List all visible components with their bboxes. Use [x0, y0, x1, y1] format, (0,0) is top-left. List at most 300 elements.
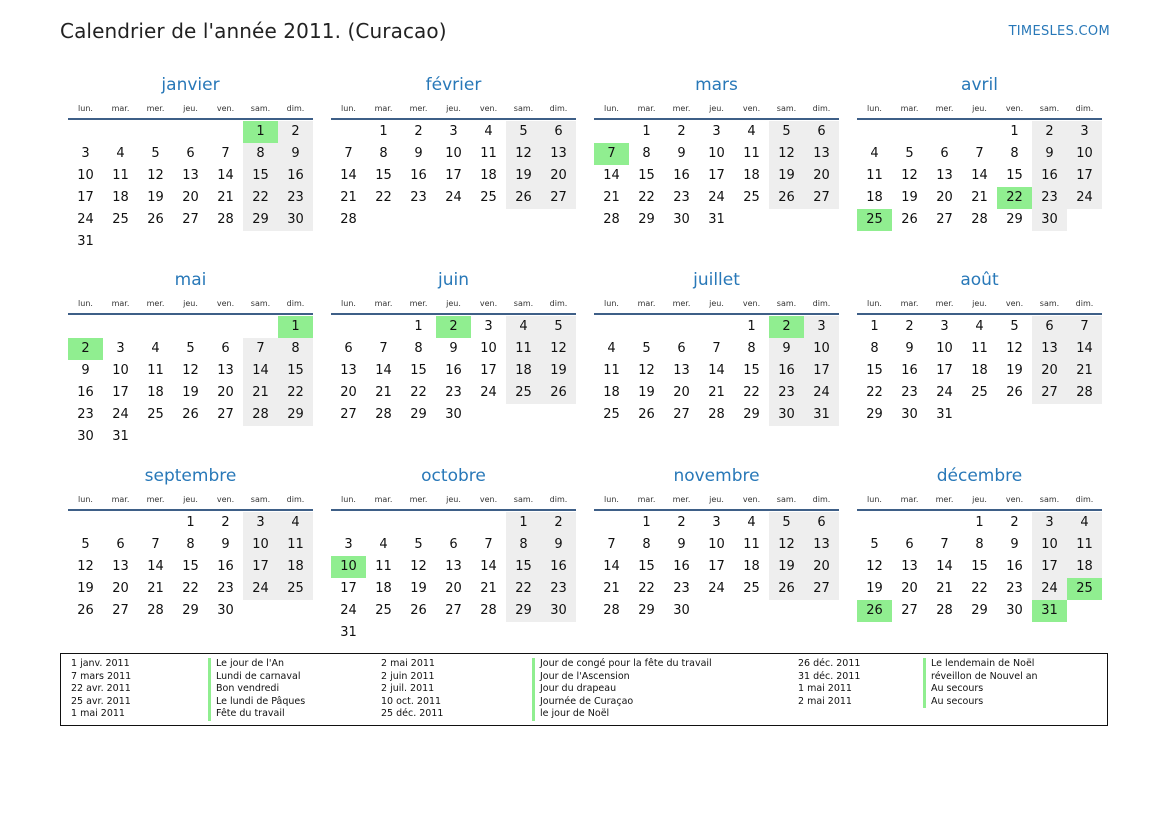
day-cell: 16 — [1006, 559, 1023, 574]
day-cell: 29 — [638, 603, 655, 618]
day-cell: 26 — [638, 407, 655, 422]
day-cell: 17 — [112, 385, 129, 400]
holiday-name: Jour du drapeau — [532, 683, 712, 696]
day-cell: 11 — [603, 363, 620, 378]
holiday-date: 22 avr. 2011 — [71, 683, 131, 695]
holiday-date: 26 déc. 2011 — [798, 658, 861, 669]
holiday-day-cell: 2 — [769, 316, 804, 338]
day-cell: 23 — [445, 385, 462, 400]
day-cell: 7 — [940, 537, 949, 552]
empty-cell — [629, 316, 664, 338]
weekday-label: mer. — [935, 104, 954, 113]
day-cell: 14 — [708, 363, 725, 378]
day-cell: 16 — [278, 165, 313, 187]
day-cell: 30 — [278, 209, 313, 231]
day-cell: 29 — [1006, 212, 1023, 227]
weekday-header — [68, 100, 313, 120]
day-cell: 24 — [708, 190, 725, 205]
days-grid — [857, 316, 1102, 426]
weekday-label: sam. — [1039, 495, 1060, 504]
day-cell: 17 — [1032, 556, 1067, 578]
day-cell: 11 — [112, 168, 129, 183]
day-cell: 23 — [77, 407, 94, 422]
brand-link[interactable]: TIMESLES.COM — [1008, 24, 1110, 39]
day-cell: 22 — [506, 578, 541, 600]
day-cell: 27 — [804, 578, 839, 600]
day-cell: 6 — [344, 341, 353, 356]
weekday-label: jeu. — [972, 104, 987, 113]
day-cell: 11 — [743, 537, 760, 552]
day-cell: 31 — [936, 407, 953, 422]
day-cell: 11 — [971, 341, 988, 356]
weekday-label: mar. — [374, 495, 393, 504]
day-cell: 20 — [445, 581, 462, 596]
day-cell: 18 — [375, 581, 392, 596]
day-cell: 8 — [975, 537, 984, 552]
day-cell: 1 — [1010, 124, 1019, 139]
month-title: avril — [961, 75, 998, 95]
holiday-day-cell: 2 — [436, 316, 471, 338]
weekday-label: dim. — [812, 495, 831, 504]
day-cell: 3 — [116, 341, 125, 356]
day-cell: 10 — [804, 338, 839, 360]
day-cell: 29 — [638, 212, 655, 227]
day-cell: 8 — [379, 146, 388, 161]
day-cell: 7 — [221, 146, 230, 161]
day-cell: 31 — [77, 234, 94, 249]
holiday-date: 31 déc. 2011 — [798, 670, 861, 682]
day-cell: 10 — [708, 537, 725, 552]
day-cell: 12 — [1006, 341, 1023, 356]
day-cell: 5 — [870, 537, 879, 552]
weekday-label: lun. — [78, 495, 93, 504]
empty-cell — [857, 121, 892, 143]
weekday-header — [331, 100, 576, 120]
month-title: mai — [174, 270, 207, 290]
day-cell: 14 — [603, 559, 620, 574]
weekday-label: dim. — [286, 104, 305, 113]
weekday-label: mer. — [672, 495, 691, 504]
day-cell: 30 — [901, 407, 918, 422]
day-cell: 18 — [1067, 556, 1102, 578]
day-cell: 17 — [804, 360, 839, 382]
holiday-name: Le jour de l'An — [208, 658, 305, 671]
weekday-label: ven. — [216, 299, 235, 308]
day-cell: 4 — [747, 124, 756, 139]
day-cell: 18 — [112, 190, 129, 205]
weekday-label: mer. — [146, 104, 165, 113]
day-cell: 8 — [414, 341, 423, 356]
day-cell: 20 — [804, 165, 839, 187]
month-block — [857, 461, 1102, 655]
day-cell: 30 — [1032, 209, 1067, 231]
day-cell: 18 — [147, 385, 164, 400]
weekday-header — [594, 100, 839, 120]
holiday-names-column — [208, 658, 305, 721]
day-cell: 27 — [901, 603, 918, 618]
day-cell: 24 — [804, 382, 839, 404]
day-cell: 11 — [1067, 534, 1102, 556]
day-cell: 27 — [673, 407, 690, 422]
weekday-label: lun. — [867, 104, 882, 113]
day-cell: 1 — [870, 319, 879, 334]
day-cell: 19 — [769, 165, 804, 187]
weekday-label: jeu. — [183, 495, 198, 504]
day-cell: 7 — [344, 146, 353, 161]
day-cell: 21 — [217, 190, 234, 205]
empty-cell — [138, 121, 173, 143]
weekday-label: mar. — [111, 299, 130, 308]
day-cell: 12 — [410, 559, 427, 574]
day-cell: 11 — [866, 168, 883, 183]
day-cell: 13 — [673, 363, 690, 378]
month-block — [68, 265, 313, 461]
empty-cell — [699, 316, 734, 338]
day-cell: 15 — [375, 168, 392, 183]
weekday-header — [594, 295, 839, 315]
days-grid — [331, 316, 576, 426]
day-cell: 19 — [866, 581, 883, 596]
weekday-label: jeu. — [709, 104, 724, 113]
month-block — [594, 265, 839, 461]
month-title: août — [960, 270, 999, 290]
weekday-label: dim. — [1075, 104, 1094, 113]
day-cell: 19 — [147, 190, 164, 205]
day-cell: 28 — [375, 407, 392, 422]
day-cell: 2 — [221, 515, 230, 530]
empty-cell — [366, 512, 401, 534]
weekday-header — [68, 491, 313, 511]
day-cell: 2 — [1032, 121, 1067, 143]
day-cell: 15 — [743, 363, 760, 378]
holiday-name: Au secours — [923, 696, 1038, 709]
holiday-name: Fête du travail — [208, 708, 305, 721]
day-cell: 18 — [866, 190, 883, 205]
day-cell: 14 — [243, 360, 278, 382]
day-cell: 9 — [1010, 537, 1019, 552]
day-cell: 27 — [340, 407, 357, 422]
empty-cell — [68, 512, 103, 534]
holiday-name: Jour de congé pour la fête du travail — [532, 658, 712, 671]
day-cell: 17 — [708, 559, 725, 574]
day-cell: 11 — [147, 363, 164, 378]
day-cell: 13 — [112, 559, 129, 574]
day-cell: 15 — [182, 559, 199, 574]
month-block — [68, 70, 313, 265]
day-cell: 1 — [642, 515, 651, 530]
weekday-label: dim. — [812, 104, 831, 113]
day-cell: 29 — [971, 603, 988, 618]
day-cell: 14 — [340, 168, 357, 183]
month-block — [594, 70, 839, 265]
weekday-label: dim. — [286, 495, 305, 504]
day-cell: 5 — [414, 537, 423, 552]
day-cell: 19 — [410, 581, 427, 596]
day-cell: 17 — [340, 581, 357, 596]
empty-cell — [962, 121, 997, 143]
day-cell: 3 — [484, 319, 493, 334]
day-cell: 15 — [243, 165, 278, 187]
holiday-name: Lundi de carnaval — [208, 671, 305, 684]
day-cell: 15 — [278, 360, 313, 382]
weekday-label: ven. — [1005, 104, 1024, 113]
empty-cell — [436, 512, 471, 534]
day-cell: 27 — [541, 187, 576, 209]
day-cell: 27 — [217, 407, 234, 422]
day-cell: 21 — [480, 581, 497, 596]
empty-cell — [138, 316, 173, 338]
day-cell: 31 — [340, 625, 357, 640]
day-cell: 16 — [901, 363, 918, 378]
weekday-label: jeu. — [183, 104, 198, 113]
day-cell: 10 — [708, 146, 725, 161]
day-cell: 18 — [971, 363, 988, 378]
weekday-label: ven. — [479, 299, 498, 308]
day-cell: 10 — [243, 534, 278, 556]
day-cell: 27 — [112, 603, 129, 618]
day-cell: 25 — [112, 212, 129, 227]
day-cell: 15 — [410, 363, 427, 378]
day-cell: 17 — [936, 363, 953, 378]
month-block — [331, 70, 576, 265]
day-cell: 19 — [506, 165, 541, 187]
day-cell: 10 — [1032, 534, 1067, 556]
month-title: janvier — [161, 75, 220, 95]
day-cell: 18 — [603, 385, 620, 400]
weekday-label: lun. — [867, 299, 882, 308]
month-block — [331, 461, 576, 655]
day-cell: 18 — [743, 168, 760, 183]
day-cell: 19 — [638, 385, 655, 400]
day-cell: 1 — [379, 124, 388, 139]
weekday-label: mar. — [637, 104, 656, 113]
weekday-header — [331, 295, 576, 315]
empty-cell — [208, 121, 243, 143]
empty-cell — [857, 512, 892, 534]
day-cell: 19 — [901, 190, 918, 205]
empty-cell — [664, 316, 699, 338]
day-cell: 20 — [541, 165, 576, 187]
weekday-label: dim. — [1075, 299, 1094, 308]
day-cell: 19 — [541, 360, 576, 382]
day-cell: 14 — [971, 168, 988, 183]
holiday-date: 2 juin 2011 — [381, 670, 435, 682]
empty-cell — [594, 512, 629, 534]
day-cell: 22 — [243, 187, 278, 209]
holiday-day-cell: 2 — [68, 338, 103, 360]
holiday-dates-column — [798, 658, 860, 708]
weekday-label: lun. — [341, 495, 356, 504]
days-grid — [68, 512, 313, 622]
day-cell: 22 — [638, 581, 655, 596]
day-cell: 12 — [147, 168, 164, 183]
holiday-day-cell: 26 — [857, 600, 892, 622]
day-cell: 18 — [506, 360, 541, 382]
day-cell: 7 — [975, 146, 984, 161]
day-cell: 30 — [77, 429, 94, 444]
day-cell: 3 — [1032, 512, 1067, 534]
day-cell: 26 — [77, 603, 94, 618]
holiday-name: Au secours — [923, 683, 1038, 696]
empty-cell — [243, 316, 278, 338]
day-cell: 5 — [506, 121, 541, 143]
day-cell: 8 — [642, 537, 651, 552]
day-cell: 2 — [677, 515, 686, 530]
empty-cell — [331, 316, 366, 338]
day-cell: 23 — [1006, 581, 1023, 596]
holiday-day-cell: 22 — [997, 187, 1032, 209]
day-cell: 20 — [936, 190, 953, 205]
weekday-header — [331, 491, 576, 511]
day-cell: 21 — [936, 581, 953, 596]
day-cell: 20 — [217, 385, 234, 400]
day-cell: 13 — [182, 168, 199, 183]
day-cell: 2 — [905, 319, 914, 334]
day-cell: 19 — [769, 556, 804, 578]
day-cell: 12 — [638, 363, 655, 378]
empty-cell — [927, 121, 962, 143]
weekday-label: mer. — [146, 299, 165, 308]
day-cell: 24 — [1067, 187, 1102, 209]
day-cell: 13 — [541, 143, 576, 165]
holiday-date: 2 mai 2011 — [381, 658, 435, 669]
weekday-label: sam. — [1039, 104, 1060, 113]
empty-cell — [68, 316, 103, 338]
month-block — [331, 265, 576, 461]
day-cell: 3 — [1067, 121, 1102, 143]
day-cell: 6 — [677, 341, 686, 356]
days-grid — [331, 512, 576, 644]
day-cell: 9 — [449, 341, 458, 356]
day-cell: 4 — [116, 146, 125, 161]
day-cell: 7 — [1067, 316, 1102, 338]
day-cell: 20 — [182, 190, 199, 205]
weekday-label: jeu. — [972, 495, 987, 504]
day-cell: 26 — [182, 407, 199, 422]
day-cell: 29 — [278, 404, 313, 426]
day-cell: 14 — [147, 559, 164, 574]
day-cell: 6 — [186, 146, 195, 161]
empty-cell — [103, 316, 138, 338]
day-cell: 9 — [221, 537, 230, 552]
day-cell: 11 — [743, 146, 760, 161]
empty-cell — [927, 512, 962, 534]
day-cell: 3 — [81, 146, 90, 161]
day-cell: 21 — [603, 581, 620, 596]
day-cell: 21 — [375, 385, 392, 400]
day-cell: 2 — [541, 512, 576, 534]
weekday-label: ven. — [742, 495, 761, 504]
day-cell: 22 — [278, 382, 313, 404]
day-cell: 9 — [81, 363, 90, 378]
day-cell: 2 — [1010, 515, 1019, 530]
day-cell: 14 — [375, 363, 392, 378]
day-cell: 30 — [1006, 603, 1023, 618]
weekday-label: sam. — [776, 495, 797, 504]
day-cell: 4 — [1067, 512, 1102, 534]
day-cell: 25 — [743, 190, 760, 205]
day-cell: 7 — [607, 537, 616, 552]
day-cell: 11 — [375, 559, 392, 574]
day-cell: 13 — [445, 559, 462, 574]
day-cell: 21 — [147, 581, 164, 596]
day-cell: 22 — [410, 385, 427, 400]
month-block — [68, 461, 313, 655]
day-cell: 15 — [866, 363, 883, 378]
day-cell: 12 — [866, 559, 883, 574]
day-cell: 8 — [747, 341, 756, 356]
day-cell: 31 — [708, 212, 725, 227]
day-cell: 24 — [480, 385, 497, 400]
day-cell: 6 — [905, 537, 914, 552]
day-cell: 24 — [340, 603, 357, 618]
day-cell: 16 — [217, 559, 234, 574]
holiday-day-cell: 7 — [594, 143, 629, 165]
weekday-label: jeu. — [972, 299, 987, 308]
holiday-name: Le lundi de Pâques — [208, 696, 305, 709]
day-cell: 9 — [541, 534, 576, 556]
weekday-label: mar. — [900, 104, 919, 113]
day-cell: 26 — [769, 187, 804, 209]
day-cell: 11 — [278, 534, 313, 556]
day-cell: 1 — [642, 124, 651, 139]
weekday-label: dim. — [549, 299, 568, 308]
weekday-label: jeu. — [709, 299, 724, 308]
holiday-name: Jour de l'Ascension — [532, 671, 712, 684]
day-cell: 5 — [541, 316, 576, 338]
day-cell: 25 — [971, 385, 988, 400]
weekday-label: lun. — [604, 299, 619, 308]
day-cell: 14 — [1067, 338, 1102, 360]
day-cell: 25 — [480, 190, 497, 205]
empty-cell — [173, 316, 208, 338]
day-cell: 23 — [673, 190, 690, 205]
weekday-label: sam. — [513, 299, 534, 308]
day-cell: 22 — [971, 581, 988, 596]
day-cell: 28 — [603, 603, 620, 618]
holiday-names-column — [532, 658, 712, 721]
holiday-day-cell: 25 — [1067, 578, 1102, 600]
empty-cell — [594, 121, 629, 143]
day-cell: 16 — [541, 556, 576, 578]
day-cell: 21 — [708, 385, 725, 400]
empty-cell — [68, 121, 103, 143]
day-cell: 2 — [414, 124, 423, 139]
days-grid — [594, 316, 839, 426]
day-cell: 1 — [186, 515, 195, 530]
day-cell: 1 — [414, 319, 423, 334]
day-cell: 12 — [541, 338, 576, 360]
weekday-label: mar. — [637, 495, 656, 504]
day-cell: 19 — [77, 581, 94, 596]
day-cell: 13 — [217, 363, 234, 378]
day-cell: 5 — [151, 146, 160, 161]
day-cell: 17 — [708, 168, 725, 183]
weekday-label: sam. — [513, 104, 534, 113]
day-cell: 11 — [480, 146, 497, 161]
day-cell: 12 — [769, 534, 804, 556]
day-cell: 8 — [1010, 146, 1019, 161]
day-cell: 16 — [410, 168, 427, 183]
day-cell: 23 — [278, 187, 313, 209]
empty-cell — [892, 512, 927, 534]
day-cell: 12 — [182, 363, 199, 378]
empty-cell — [208, 316, 243, 338]
month-title: décembre — [936, 466, 1023, 486]
day-cell: 6 — [1032, 316, 1067, 338]
weekday-label: jeu. — [709, 495, 724, 504]
day-cell: 26 — [901, 212, 918, 227]
